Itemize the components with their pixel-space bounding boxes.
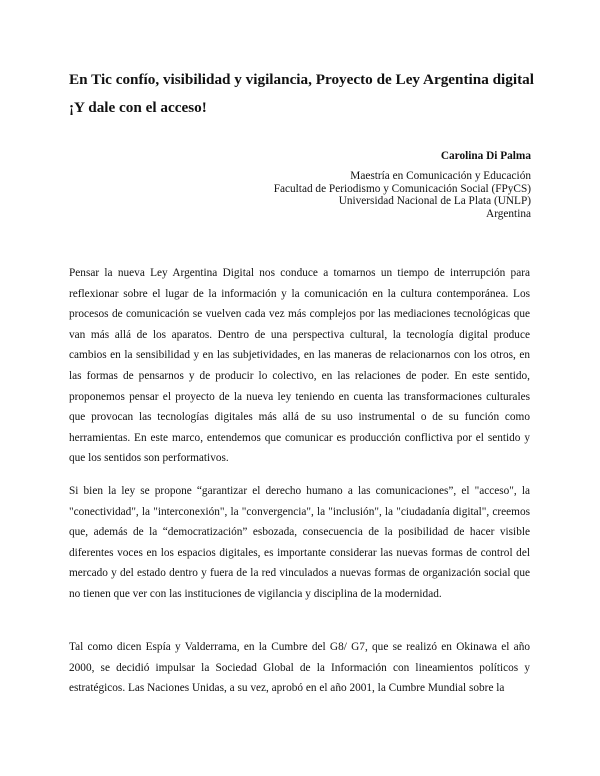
body-paragraph-3: Tal como dicen Espía y Valderrama, en la Cumbre del G8/ G7, que se realizó en Okinawa el año 2000, se decidió impulsar la Sociedad Global de la Información con lineamientos políticos y estratégicos. Las Naciones Unidas, a su vez, aprobó en el año 2001, la Cumbre Mundial sobre la	[69, 641, 530, 695]
affiliation-faculty: Facultad de Periodismo y Comunicación Social (FPyCS)	[273, 182, 531, 195]
affiliation-university: Universidad Nacional de La Plata (UNLP)	[338, 195, 531, 208]
body-paragraph-1: Pensar la nueva Ley Argentina Digital nos conduce a tomarnos un tiempo de interrupción para reflexionar sobre el lugar de la información y la comunicación en la cultura contemporánea. Los procesos de comunicación se vuelven cada vez más complejos por las mediaciones tecnológicas que van más allá de los aparatos. Dentro de una perspectiva cultural, la tecnología digital produce cambios en la sensibilidad y en las subjetividades, en las maneras de relacionarnos con los otros, en las formas de pensarnos y de producir lo colectivo, en las relaciones de poder. En este sentido, proponemos pensar el proyecto de la nueva ley teniendo en cuenta las transformaciones culturales que provocan las tecnologías digitales más allá de su uso instrumental o de su función como herramientas. En este marco, entendemos que comunicar es producción conflictiva por el sentido y que los sentidos son performativos.	[69, 267, 530, 465]
affiliation-country: Argentina	[486, 207, 531, 220]
document-title: En Tic confío, visibilidad y vigilancia, Proyecto de Ley Argentina digital ¡Y dale con el acceso!	[69, 71, 534, 116]
affiliation-program: Maestría en Comunicación y Educación	[350, 170, 531, 182]
body-paragraph-2: Si bien la ley se propone “garantizar el derecho humano a las comunicaciones”, el "acceso", la "conectividad", la "interconexión", la "convergencia", la "inclusión", la "ciudadanía digital", creemos que, además de la “democratización” esbozada, consecuencia de la posibilidad de hacer visible diferentes voces en los espacios digitales, es importante considerar las nuevas formas de control del mercado y del estado dentro y fuera de la red vinculados a nuevas formas de organización social que no tienen que ver con las instituciones de vigilancia y disciplina de la modernidad.	[69, 485, 530, 600]
author-name: Carolina Di Palma	[440, 150, 531, 162]
